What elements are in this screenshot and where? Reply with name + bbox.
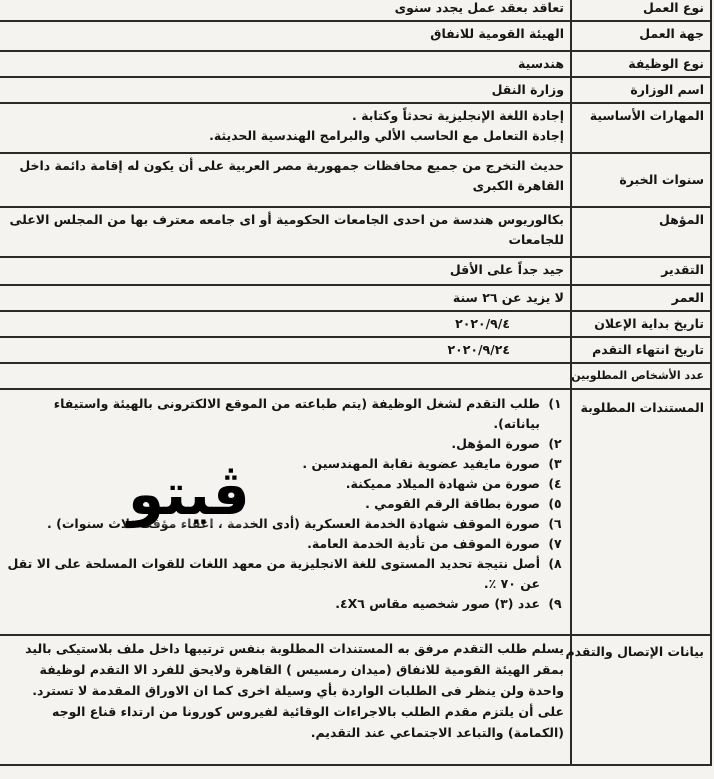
qualification-line: للجامعات	[508, 232, 564, 247]
label-skills: المهارات الأساسية	[571, 103, 711, 153]
item-number: ٨)	[548, 556, 562, 571]
row-entity	[0, 21, 711, 51]
item-number: ٩)	[548, 596, 562, 611]
label-documents: المستندات المطلوبة	[571, 389, 711, 635]
label-ministry: اسم الوزارة	[571, 77, 711, 103]
skills-line: إجادة التعامل مع الحاسب الألي والبرامج الهندسية الحديثة.	[209, 128, 564, 143]
row-work-type	[0, 0, 711, 21]
value-entity: الهيئة القومية للانفاق	[0, 21, 571, 51]
row-age	[0, 285, 711, 311]
label-qualification: المؤهل	[571, 207, 711, 257]
value-contact	[0, 635, 571, 765]
item-number: ٧)	[548, 536, 562, 551]
item-number: ٥)	[548, 496, 562, 511]
item-text: طلب التقدم لشغل الوظيفة (يتم طباعته من الموقع الالكترونى بالهيئة واستيفاء بياناته).	[53, 396, 540, 431]
list-item	[4, 394, 564, 434]
row-ministry	[0, 77, 711, 103]
documents-list	[4, 394, 564, 614]
contact-line: على أن يلتزم مقدم الطلب بالاجراءات الوقائية لفيروس كورونا من ارتداء قناع الوجه	[51, 704, 564, 719]
value-qualification	[0, 207, 571, 257]
item-number: ٣)	[548, 456, 562, 471]
item-text: صورة مايفيد عضوية نقابة المهندسين .	[302, 456, 540, 471]
item-text: صورة المؤهل.	[451, 436, 540, 451]
label-end-date: تاريخ انتهاء التقدم	[571, 337, 711, 363]
row-skills	[0, 103, 711, 153]
watermark-logo: ڤيتو	[128, 460, 250, 528]
list-item	[4, 554, 564, 594]
label-count: عدد الأشخاص المطلوبين	[571, 363, 711, 389]
value-work-type: تعاقد بعقد عمل يجدد سنوى	[0, 0, 571, 21]
label-start-date: تاريخ بداية الإعلان	[571, 311, 711, 337]
value-skills	[0, 103, 571, 153]
contact-line: (الكمامة) والتباعد الاجتماعي عند التقديم.	[310, 725, 564, 740]
item-number: ٤)	[548, 476, 562, 491]
item-number: ١)	[548, 396, 562, 411]
value-end-date: ٢٠٢٠/٩/٢٤	[0, 337, 571, 363]
item-number: ٢)	[548, 436, 562, 451]
value-age: لا يزيد عن ٢٦ سنة	[0, 285, 571, 311]
label-contact: بيانات الإتصال والتقدم	[571, 635, 711, 765]
experience-line: القاهرة الكبرى	[472, 178, 564, 193]
contact-line: واحدة ولن ينظر فى الطلبات الواردة بأي وسيلة اخرى كما ان الاوراق المقدمة لا تسترد.	[32, 683, 564, 698]
label-job-type: نوع الوظيفة	[571, 51, 711, 77]
item-text: صورة بطاقة الرقم القومي .	[365, 496, 540, 511]
label-age: العمر	[571, 285, 711, 311]
row-start-date	[0, 311, 711, 337]
value-count	[0, 363, 571, 389]
list-item	[4, 494, 564, 514]
row-count	[0, 363, 711, 389]
item-number: ٦)	[548, 516, 562, 531]
label-entity: جهة العمل	[571, 21, 711, 51]
row-documents	[0, 389, 711, 635]
label-work-type: نوع العمل	[571, 0, 711, 21]
row-grade	[0, 257, 711, 285]
skills-line: إجادة اللغة الإنجليزية تحدثاً وكتابة .	[352, 108, 564, 123]
item-text: صورة الموقف شهادة الخدمة العسكرية (أدى الخدمة ، اعفاء مؤقت ثلاث سنوات) .	[47, 516, 540, 531]
list-item	[4, 534, 564, 554]
value-documents	[0, 389, 571, 635]
list-item	[4, 454, 564, 474]
value-grade: جيد جداً على الأقل	[0, 257, 571, 285]
value-ministry: وزارة النقل	[0, 77, 571, 103]
contact-line: يسلم طلب التقدم مرفق به المستندات المطلوبة بنفس ترتيبها داخل ملف بلاستيكى باليد	[25, 641, 564, 656]
list-item	[4, 474, 564, 494]
value-experience	[0, 153, 571, 207]
row-end-date	[0, 337, 711, 363]
value-start-date: ٢٠٢٠/٩/٤	[0, 311, 571, 337]
row-experience	[0, 153, 711, 207]
contact-line: بمقر الهيئة القومية للانفاق (ميدان رمسيس ) القاهرة ولايحق للفرد الا التقدم لوظيفة	[39, 662, 564, 677]
item-text: عدد (٣) صور شخصيه مقاس ٤X٦.	[335, 596, 540, 611]
label-experience: سنوات الخبرة	[571, 153, 711, 207]
list-item	[4, 514, 564, 534]
list-item	[4, 594, 564, 614]
qualification-line: بكالوريوس هندسة من احدى الجامعات الحكومية أو اى جامعه معترف بها من المجلس الاعلى	[9, 212, 564, 227]
label-grade: التقدير	[571, 257, 711, 285]
row-contact	[0, 635, 711, 765]
list-item	[4, 434, 564, 454]
experience-line: حديث التخرج من جميع محافظات جمهورية مصر العربية على أن يكون له إقامة دائمة داخل	[19, 158, 564, 173]
row-qualification	[0, 207, 711, 257]
value-job-type: هندسية	[0, 51, 571, 77]
row-job-type	[0, 51, 711, 77]
item-text: صورة الموقف من تأدية الخدمة العامة.	[307, 536, 540, 551]
item-text: صورة من شهادة الميلاد مميكنة.	[345, 476, 540, 491]
item-text: أصل نتيجة تحديد المستوى للغة الانجليزية من معهد اللغات للقوات المسلحة على الا تقل عن ٧٠ ٪.	[7, 556, 540, 591]
